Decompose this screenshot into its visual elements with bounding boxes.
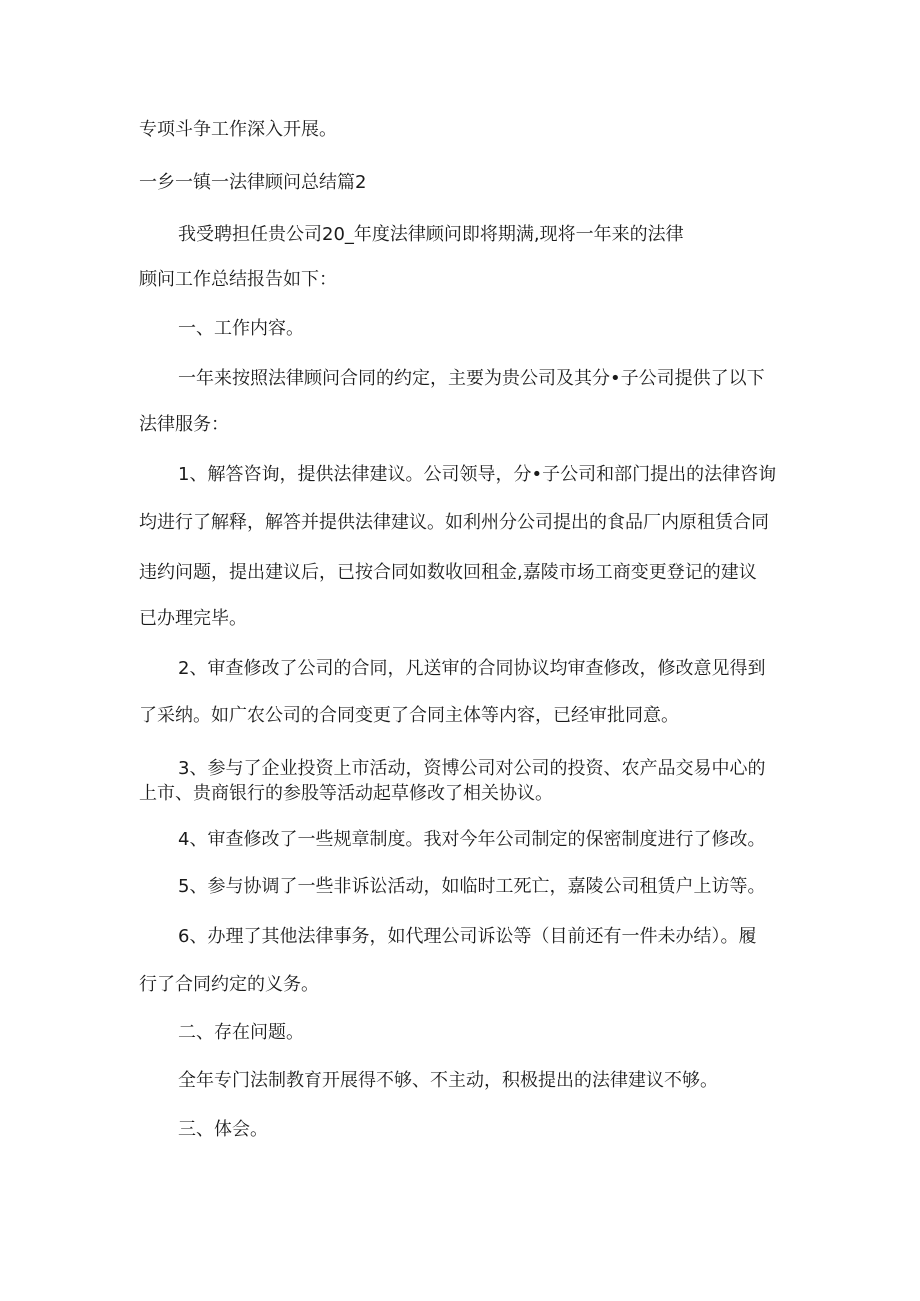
text-line: 6、办理了其他法律事务，如代理公司诉讼等（目前还有一件未办结）。履 (178, 926, 757, 947)
text-line: 均进行了解释，解答并提供法律建议。如利州分公司提出的食品厂内原租赁合同 (139, 512, 769, 533)
text-line: 法律服务： (139, 414, 229, 435)
text-line: 4、审查修改了一些规章制度。我对今年公司制定的保密制度进行了修改。 (178, 829, 766, 850)
text-line: 三、体会。 (178, 1119, 268, 1140)
text-line: 2、审查修改了公司的合同，凡送审的合同协议均审查修改，修改意见得到 (178, 658, 766, 679)
section-title: 一乡一镇一法律顾问总结篇2 (139, 172, 367, 193)
text-line: 我受聘担任贵公司20_年度法律顾问即将期满,现将一年来的法律 (178, 224, 684, 245)
text-line: 行了合同约定的义务。 (139, 974, 319, 995)
text-line: 了采纳。如广农公司的合同变更了合同主体等内容，已经审批同意。 (139, 705, 679, 726)
text-line: 5、参与协调了一些非诉讼活动，如临时工死亡，嘉陵公司租赁户上访等。 (178, 876, 766, 897)
text-line: 1、解答咨询，提供法律建议。公司领导，分•子公司和部门提出的法律咨询 (178, 464, 777, 485)
text-line: 全年专门法制教育开展得不够、不主动，积极提出的法律建议不够。 (178, 1070, 718, 1091)
text-line: 顾问工作总结报告如下： (139, 269, 337, 290)
text-line: 专项斗争工作深入开展。 (139, 119, 337, 140)
text-line: 二、存在问题。 (178, 1022, 304, 1043)
text-line: 已办理完毕。 (139, 608, 247, 629)
text-line: 一年来按照法律顾问合同的约定，主要为贵公司及其分•子公司提供了以下 (178, 368, 765, 389)
text-line: 3、参与了企业投资上市活动，资博公司对公司的投资、农产品交易中心的 (178, 758, 766, 779)
text-line: 一、工作内容。 (178, 318, 304, 339)
text-line: 违约问题，提出建议后，已按合同如数收回租金,嘉陵市场工商变更登记的建议 (139, 562, 757, 583)
text-line: 上市、贵商银行的参股等活动起草修改了相关协议。 (139, 783, 553, 804)
